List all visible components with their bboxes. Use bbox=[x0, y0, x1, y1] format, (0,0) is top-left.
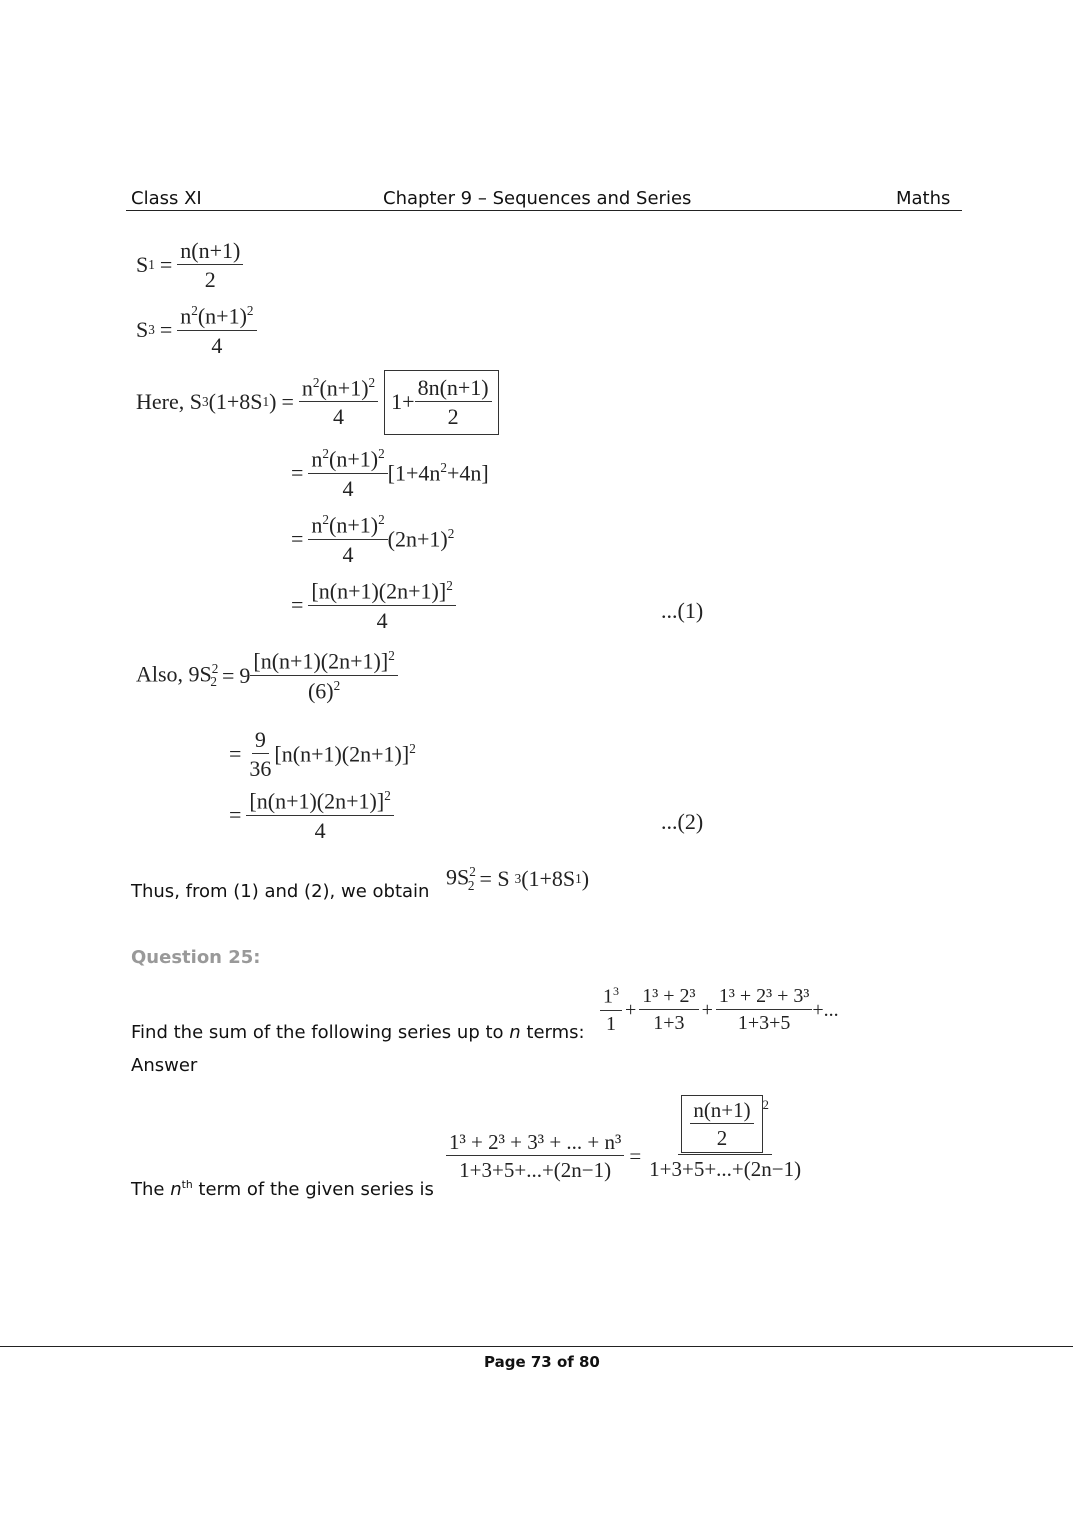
eq-here: Here, S 3 (1+8S 1 ) = $\frac{n^2(n+1)^2}{4}$ 1+ $\frac{8n(n+1)}{2}$ bbox=[136, 370, 499, 435]
eq-also-step2: = $\frac{9}{36}$ $[n(n+1)(2n+1)]^2$ bbox=[229, 727, 416, 782]
page-number: Page 73 of 80 bbox=[484, 1353, 600, 1371]
header-class: Class XI bbox=[131, 188, 202, 209]
header-subject: Maths bbox=[896, 188, 951, 209]
thus-text: Thus, from (1) and (2), we obtain bbox=[131, 881, 430, 902]
eq-also-step3: = $\frac{[n(n+1)(2n+1)]^2}{4}$ bbox=[224, 788, 394, 843]
eq-conclusion: $9S^2_2$ = S 3 (1+8S 1 ) bbox=[446, 864, 590, 893]
eq-s1: S 1 = $\frac{n(n+1)}{2}$ bbox=[136, 238, 243, 293]
eq-step4: = $\frac{[n(n+1)(2n+1)]^2}{4}$ bbox=[286, 578, 456, 633]
eq-ref-2: ...(2) bbox=[661, 809, 704, 834]
header-rule bbox=[126, 210, 962, 211]
eq-nth-term: $\frac{\text{1³ + 2³ + 3³ + ... + n³}}{1+3+5+...+(2n-1)}$ = $\frac{n(n+1)}{2}$ $^2$ 1+3+5+...+(2n−1) bbox=[446, 1094, 804, 1182]
header-chapter: Chapter 9 – Sequences and Series bbox=[383, 188, 692, 209]
eq-ref-1: ...(1) bbox=[661, 598, 704, 623]
eq-step3: = $\frac{n^2(n+1)^2}{4}$ $(2n+1)^2$ bbox=[291, 512, 455, 567]
question-heading: Question 25: bbox=[131, 947, 261, 968]
eq-step2: = $\frac{n^2(n+1)^2}{4}$ $[1+4n^2+4n]$ bbox=[291, 446, 489, 501]
eq-also: Also, $9S^2_2$ = 9 $\frac{[n(n+1)(2n+1)]^2}{(6)^2}$ bbox=[136, 648, 398, 703]
eq-s3: S 3 = $\frac{n^2(n+1)^2}{4}$ bbox=[136, 303, 257, 358]
nth-term-text: The $n^{th}$ term of the given series is bbox=[131, 1178, 434, 1200]
footer-rule bbox=[0, 1346, 1073, 1347]
question-text: Find the sum of the following series up to n terms: bbox=[131, 1022, 585, 1043]
eq-series: $\frac{1^3}{1}$ + $\frac{\text{1³ + 2³}}{1+3}$ + $\frac{\text{1³ + 2³ + 3³}}{1+3+5}$ +... bbox=[600, 985, 839, 1036]
answer-label: Answer bbox=[131, 1055, 198, 1076]
